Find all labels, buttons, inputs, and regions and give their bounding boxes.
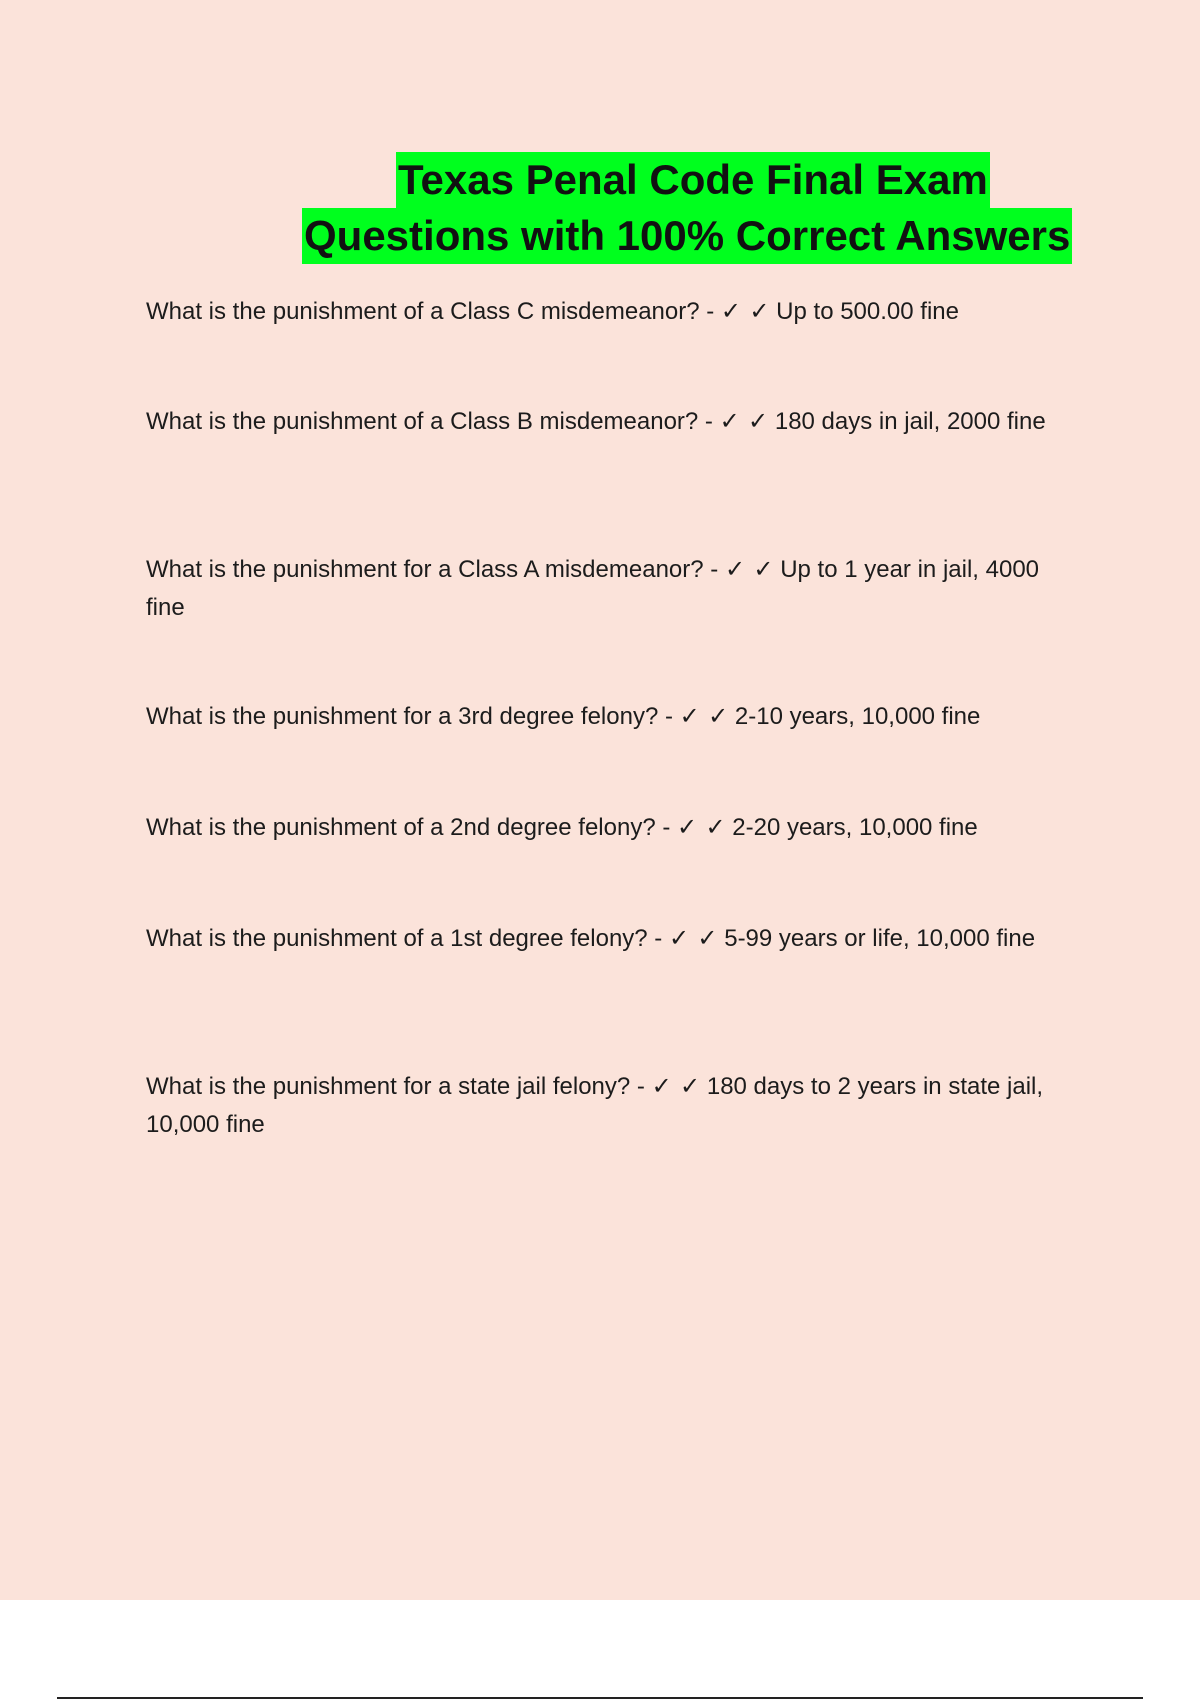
separator: -: [698, 408, 720, 435]
check-icon: ✓ ✓: [651, 1072, 701, 1100]
separator: -: [655, 814, 677, 841]
separator: -: [658, 703, 680, 730]
check-icon: ✓ ✓: [724, 555, 774, 583]
title-line-1: Texas Penal Code Final Exam: [396, 152, 990, 208]
check-icon: ✓ ✓: [719, 407, 769, 435]
answer-text: Up to 1 year in jail, 4000 fine: [146, 556, 1040, 621]
check-icon: ✓ ✓: [679, 702, 729, 730]
qa-item: [146, 292, 1076, 331]
check-icon: ✓ ✓: [720, 297, 770, 325]
qa-item: [146, 550, 1076, 627]
answer-text: 180 days in jail, 2000 fine: [774, 408, 1046, 435]
title-line-2: Questions with 100% Correct Answers: [302, 208, 1072, 264]
qa-item: [146, 808, 1076, 847]
question-text: What is the punishment of a Class C misdemeanor?: [146, 298, 700, 325]
qa-item: [146, 919, 1076, 958]
answer-text: Up to 500.00 fine: [776, 298, 959, 325]
answer-text: 2-10 years, 10,000 fine: [734, 703, 981, 730]
qa-item: [146, 697, 1076, 736]
separator: -: [703, 556, 725, 583]
answer-text: 2-20 years, 10,000 fine: [732, 814, 978, 841]
separator: -: [630, 1073, 652, 1100]
document-title: [0, 152, 1200, 264]
separator: -: [699, 298, 721, 325]
question-text: What is the punishment for a 3rd degree felony?: [146, 703, 659, 730]
question-text: What is the punishment for a Class A misdemeanor?: [146, 556, 704, 583]
answer-text: 5-99 years or life, 10,000 fine: [724, 925, 1036, 952]
answer-text: 180 days to 2 years in state jail, 10,000 fine: [146, 1073, 1044, 1138]
check-icon: ✓ ✓: [677, 813, 726, 841]
question-text: What is the punishment of a 2nd degree felony?: [146, 814, 656, 841]
check-icon: ✓ ✓: [668, 924, 718, 952]
separator: -: [647, 925, 669, 952]
qa-item: [146, 402, 1076, 441]
question-text: What is the punishment of a Class B misdemeanor?: [146, 408, 699, 435]
footer-divider: [57, 1697, 1143, 1699]
question-text: What is the punishment of a 1st degree felony?: [146, 925, 648, 952]
question-text: What is the punishment for a state jail felony?: [146, 1073, 631, 1100]
qa-item: [146, 1067, 1076, 1144]
